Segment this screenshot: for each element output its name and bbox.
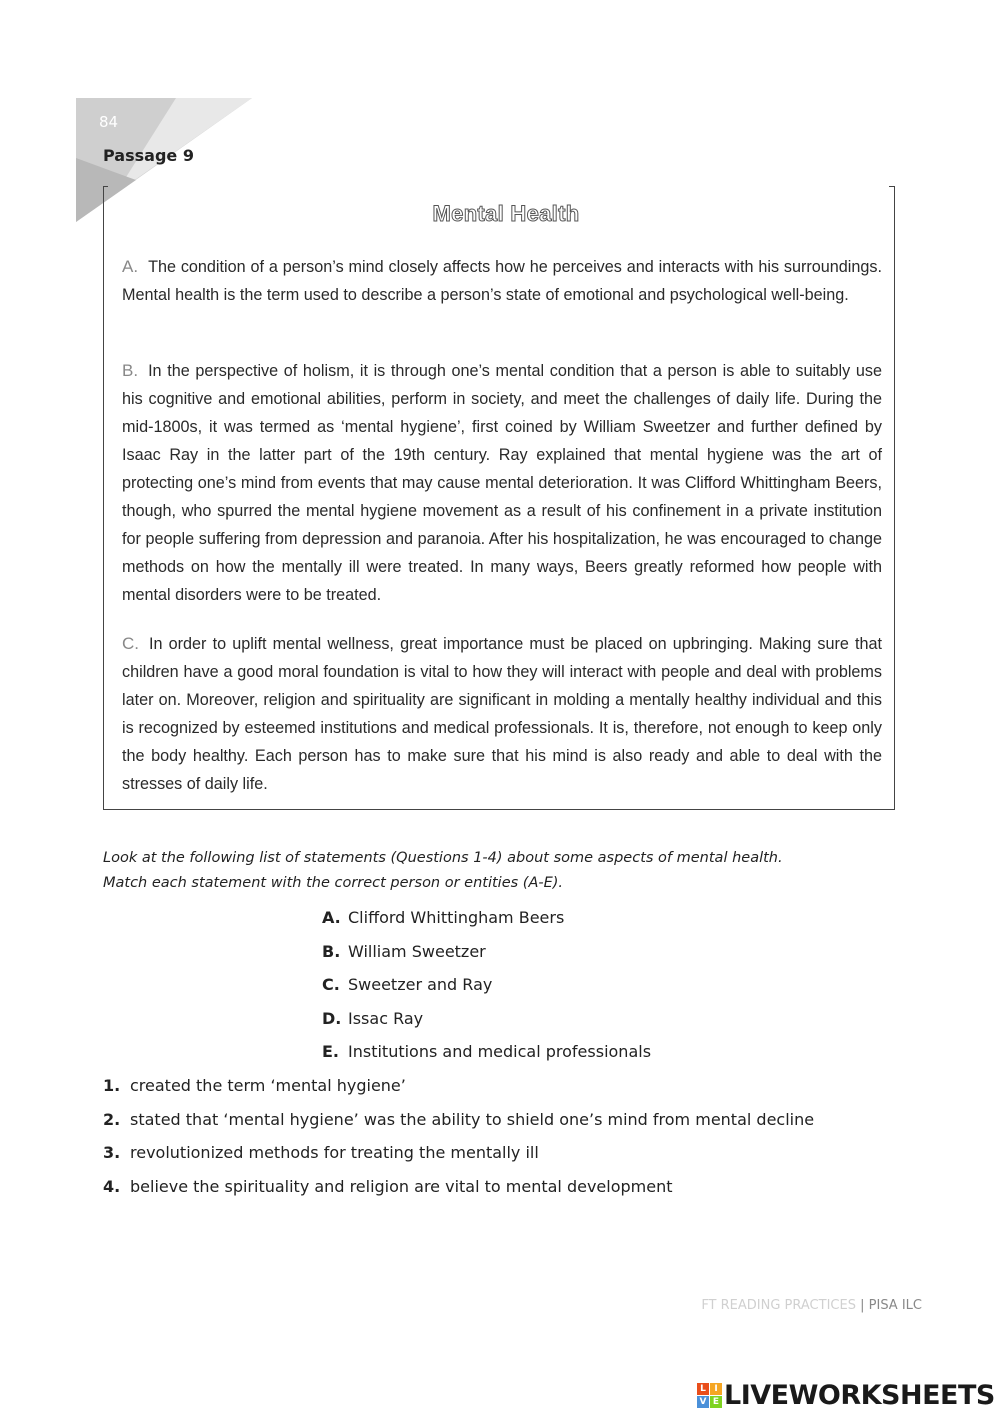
options-list [322, 906, 651, 1074]
option-item [322, 940, 651, 974]
option-item [322, 973, 651, 1007]
option-item [322, 906, 651, 940]
frame-corner-right [889, 186, 895, 187]
question-text: stated that ‘mental hygiene’ was the ability to shield one’s mind from mental decline [130, 1109, 815, 1129]
question-text: revolutionized methods for treating the mentally ill [130, 1143, 539, 1162]
question-number: 3. [103, 1143, 121, 1162]
question-text: created the term ‘mental hygiene’ [130, 1076, 406, 1095]
page-footer [701, 1298, 922, 1313]
question-item [103, 1141, 814, 1175]
question-text: believe the spirituality and religion are vital to mental development [130, 1176, 673, 1196]
logo-letter-l: L [697, 1383, 709, 1395]
option-text: William Sweetzer [348, 941, 486, 961]
option-text: Issac Ray [348, 1008, 424, 1028]
logo-letter-e: E [710, 1396, 722, 1408]
option-item [322, 1040, 651, 1074]
paragraph-a [122, 253, 882, 309]
paragraph-letter: C. [122, 634, 139, 653]
passage-label: Passage 9 [103, 146, 194, 165]
option-letter: C. [322, 975, 340, 994]
footer-separator: | [860, 1298, 865, 1313]
footer-brand: PISA ILC [868, 1298, 922, 1313]
paragraph-c [122, 630, 882, 798]
question-number: 1. [103, 1076, 121, 1095]
instructions-line-1: Look at the following list of statements (Questions 1-4) about some aspects of mental health. [103, 850, 783, 866]
option-letter: B. [322, 941, 341, 961]
logo-letter-v: V [697, 1396, 709, 1408]
liveworksheets-logo-icon [697, 1383, 722, 1408]
instructions [103, 846, 783, 896]
questions-list [103, 1074, 814, 1208]
question-number: 4. [103, 1176, 121, 1196]
liveworksheets-logo-text: LIVEWORKSHEETS [724, 1379, 995, 1411]
option-text: Sweetzer and Ray [348, 975, 493, 994]
paragraph-text: The condition of a person’s mind closely affects how he perceives and interacts with his surroundings. Mental health is the term used to describe a person’s state of emotional and psychological well-being. [122, 258, 882, 304]
article-title: Mental Health [432, 201, 580, 226]
footer-series: FT READING PRACTICES [701, 1298, 856, 1313]
option-item [322, 1007, 651, 1041]
option-letter: D. [322, 1008, 342, 1028]
paragraph-text: In order to uplift mental wellness, great importance must be placed on upbringing. Making sure that children have a good moral foundation is vital to how they will interact with people and deal with problems later on. Moreover, religion and spirituality are significant in molding a mentally healthy individual and this is recognized by esteemed institutions and medical professionals. It is, therefore, not enough to keep only the body healthy. Each person has to make sure that his mind is also ready and able to deal with the stresses of daily life. [122, 635, 882, 793]
question-item [103, 1074, 814, 1108]
question-number: 2. [103, 1109, 121, 1129]
option-letter: E. [322, 1042, 340, 1061]
option-text: Clifford Whittingham Beers [348, 908, 565, 927]
option-text: Institutions and medical professionals [348, 1042, 652, 1061]
frame-corner-left [103, 186, 108, 187]
paragraph-letter: A. [122, 257, 139, 276]
paragraph-letter: B. [122, 361, 139, 380]
question-item [103, 1108, 814, 1142]
option-letter: A. [322, 908, 341, 927]
question-item [103, 1175, 814, 1209]
logo-letter-i: I [710, 1383, 722, 1395]
instructions-line-2: Match each statement with the correct person or entities (A-E). [103, 875, 564, 891]
liveworksheets-watermark [697, 1378, 997, 1412]
paragraph-b [122, 357, 882, 609]
page-number: 84 [99, 113, 119, 131]
paragraph-text: In the perspective of holism, it is through one’s mental condition that a person is able to suitably use his cognitive and emotional abilities, perform in society, and meet the challenges of daily life. During the mid-1800s, it was termed as ‘mental hygiene’, first coined by William Sweetzer and further defined by Isaac Ray in the latter part of the 19th century. Ray explained that mental hygiene was the art of protecting one’s mind from events that may cause mental deterioration. It was Clifford Whittingham Beers, though, who spurred the mental hygiene movement as a result of his confinement in a private institution for people suffering from depression and paranoia. After his hospitalization, he was encouraged to change methods on how the mentally ill were treated. In many ways, Beers greatly reformed how people with mental disorders were to be treated. [122, 362, 882, 604]
